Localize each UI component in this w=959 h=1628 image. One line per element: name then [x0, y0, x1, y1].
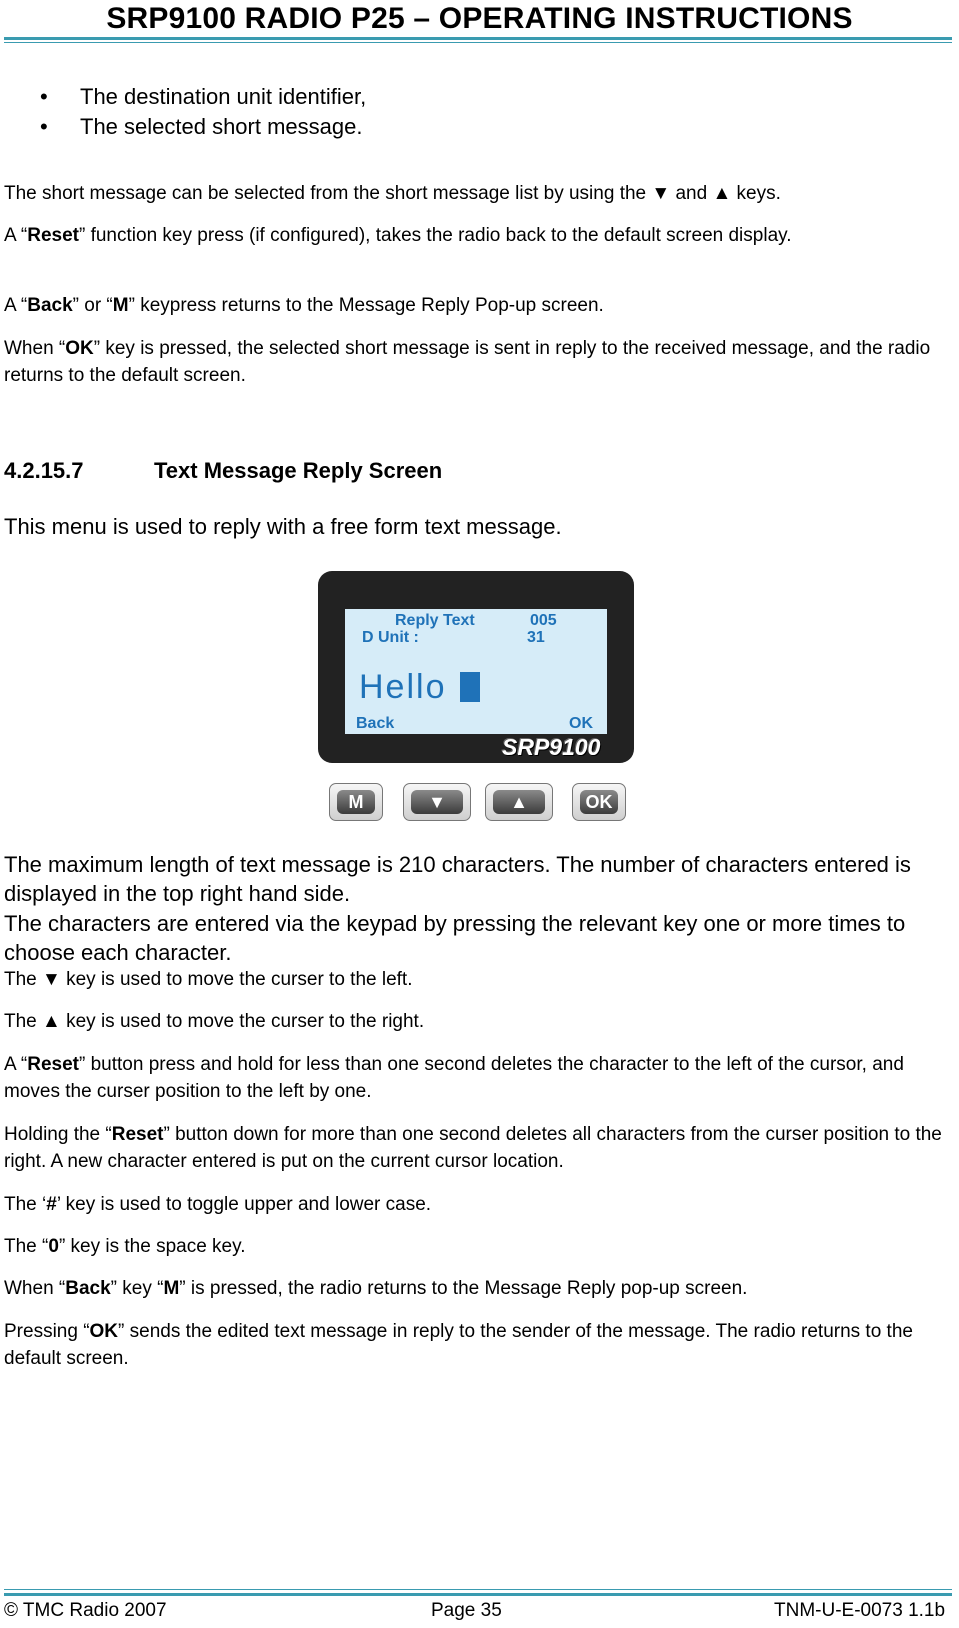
- text-cursor: [460, 672, 480, 702]
- bullet-symbol: •: [40, 114, 48, 139]
- paragraph: The short message can be selected from the short message list by using the ▼ and ▲ keys.: [4, 183, 781, 204]
- paragraph: A “Back” or “M” keypress returns to the Message Reply Pop-up screen.: [4, 295, 604, 316]
- page-title: SRP9100 RADIO P25 – OPERATING INSTRUCTIONS: [106, 2, 853, 35]
- paragraph: When “OK” key is pressed, the selected short message is sent in reply to the received message, and the radio returns to the default screen.: [4, 338, 931, 386]
- paragraph: Holding the “Reset” button down for more than one second deletes all characters from the curser position to the right. A new character entered is put on the current cursor location.: [4, 1124, 942, 1172]
- paragraph: The ▼ key is used to move the curser to the left.: [4, 969, 413, 990]
- section-title: Text Message Reply Screen: [154, 458, 443, 483]
- paragraph: The “0” key is the space key.: [4, 1236, 246, 1257]
- lcd-char-count: 005: [530, 612, 557, 629]
- footer-page-number: Page 35: [431, 1600, 502, 1621]
- paragraph: The characters are entered via the keypad by pressing the relevant key one or more times to choose each character.: [4, 911, 906, 965]
- lcd-screen-title: Reply Text: [395, 612, 475, 629]
- section-description: This menu is used to reply with a free form text message.: [4, 514, 562, 539]
- bullet-symbol: •: [40, 84, 48, 109]
- paragraph: A “Reset” function key press (if configured), takes the radio back to the default screen display.: [4, 225, 792, 246]
- footer-copyright: © TMC Radio 2007: [4, 1600, 167, 1621]
- paragraph: Pressing “OK” sends the edited text message in reply to the sender of the message. The radio returns to the default screen.: [4, 1321, 913, 1369]
- lcd-softkey-back: Back: [356, 715, 395, 732]
- down-key: ▼: [403, 783, 471, 821]
- lcd-softkey-ok: OK: [569, 715, 593, 732]
- footer-rule-thin: [4, 1589, 952, 1590]
- footer-document-id: TNM-U-E-0073 1.1b: [774, 1600, 946, 1621]
- paragraph: When “Back” key “M” is pressed, the radio returns to the Message Reply pop-up screen.: [4, 1278, 748, 1299]
- paragraph: The ▲ key is used to move the curser to the right.: [4, 1011, 425, 1032]
- m-key: M: [329, 783, 383, 821]
- section-number: 4.2.15.7: [4, 458, 84, 483]
- header-rule-thin: [4, 42, 952, 43]
- bullet-item: The destination unit identifier,: [80, 84, 367, 109]
- paragraph: The maximum length of text message is 210 characters. The number of characters entered is displayed in the top right hand side.: [4, 852, 911, 906]
- header-rule: [4, 37, 952, 40]
- brand-logo: SRP9100: [502, 734, 601, 760]
- lcd-dest-value: 31: [527, 629, 545, 646]
- up-key: ▲: [485, 783, 553, 821]
- lcd-entered-text: Hello: [359, 668, 447, 706]
- paragraph: The ‘#’ key is used to toggle upper and lower case.: [4, 1194, 432, 1215]
- lcd-dest-label: D Unit :: [362, 629, 419, 646]
- bullet-item: The selected short message.: [80, 114, 363, 139]
- paragraph: A “Reset” button press and hold for less than one second deletes the character to the left of the cursor, and moves the curser position to the left by one.: [4, 1054, 904, 1102]
- ok-key: OK: [572, 783, 626, 821]
- footer-rule: [4, 1593, 952, 1596]
